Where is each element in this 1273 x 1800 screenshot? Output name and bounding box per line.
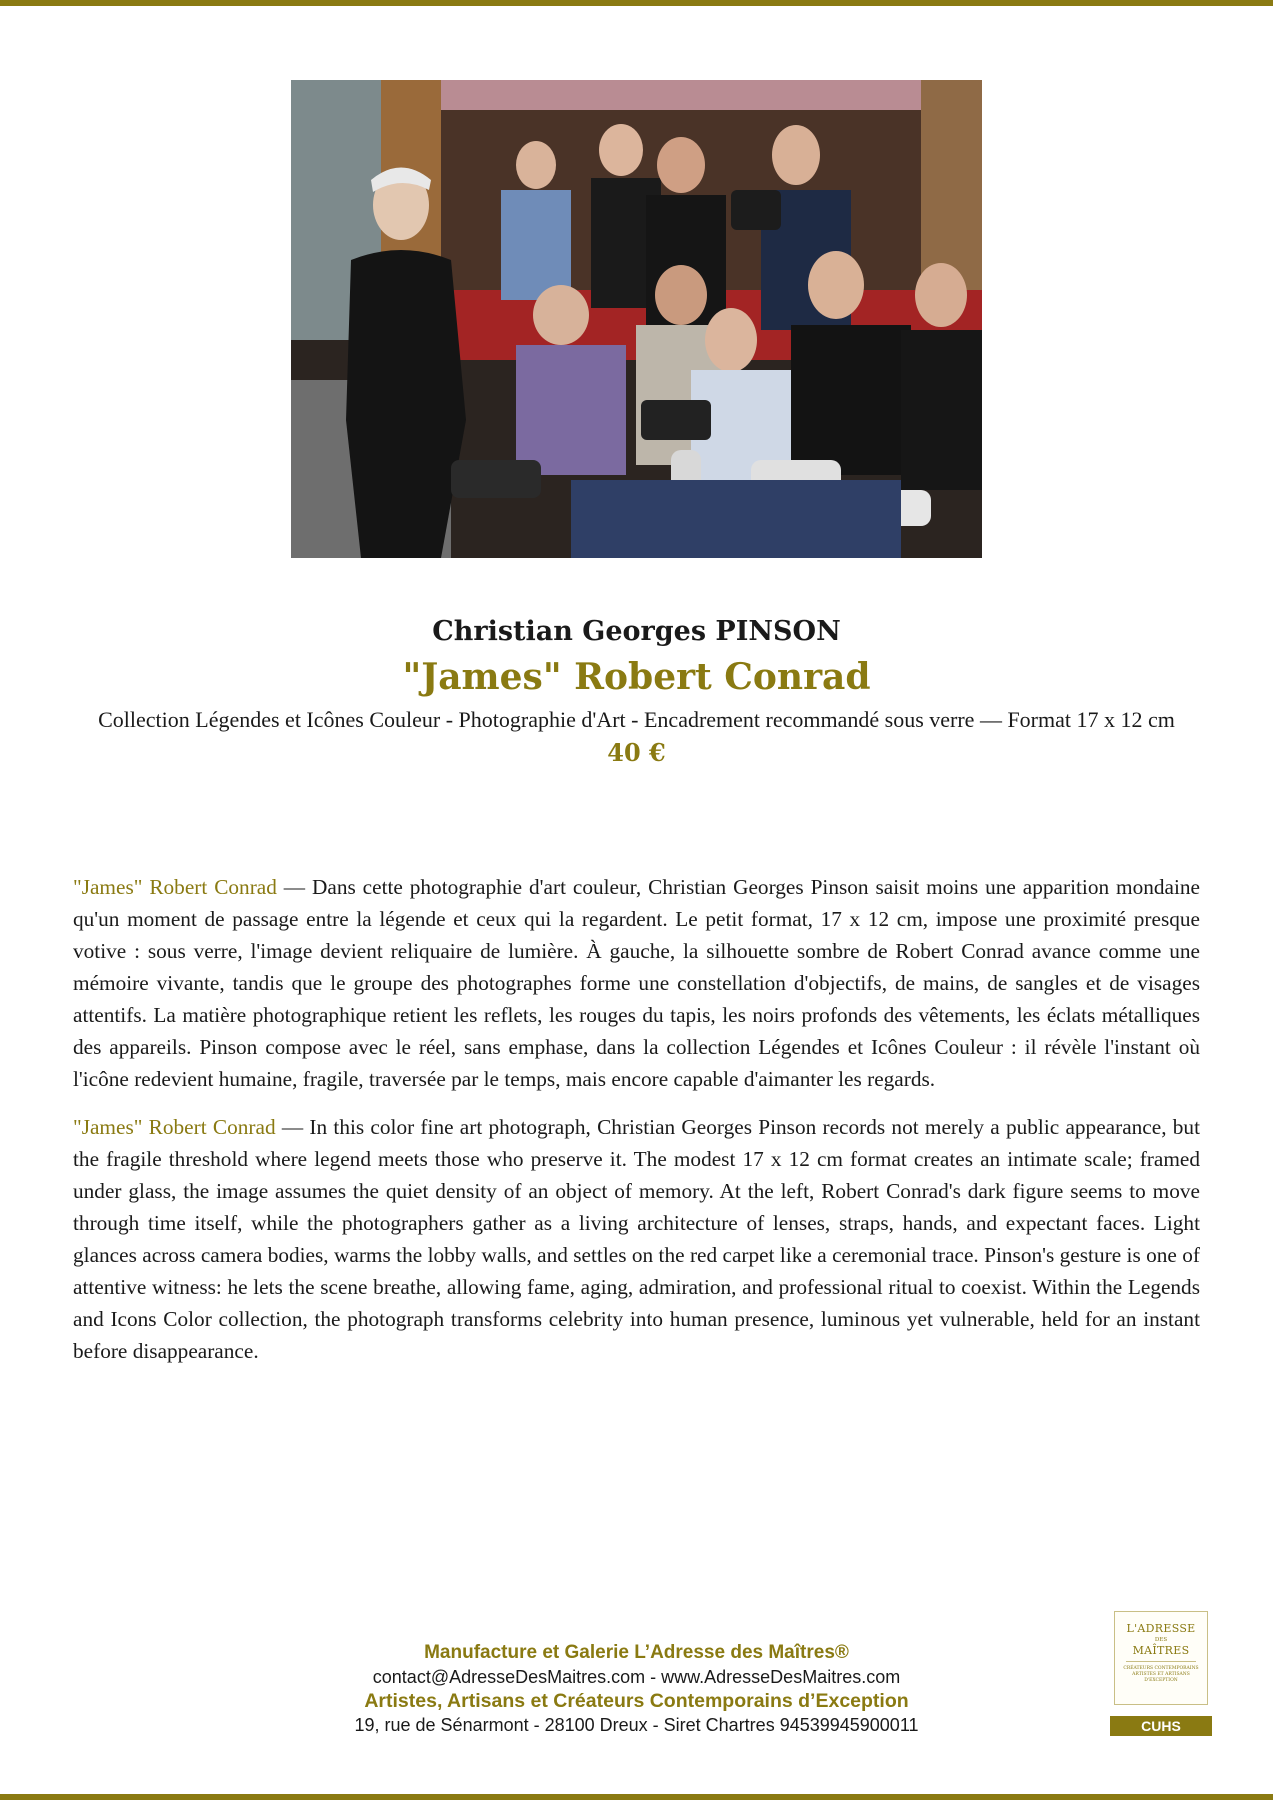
artwork-price: 40 € (607, 738, 666, 767)
footer (280, 1641, 993, 1737)
top-rule (0, 0, 1273, 6)
footer-gallery-name: Manufacture et Galerie L’Adresse des Maîtres® (424, 1642, 849, 1663)
bottom-rule (0, 1794, 1273, 1800)
paragraph-lead: "James" Robert Conrad (73, 1115, 276, 1139)
logo-line-4: CRÉATEURS CONTEMPORAINS ARTISTES ET ARTISANS D'EXCEPTION (1123, 1666, 1199, 1683)
artwork-header (73, 612, 1200, 770)
paragraph-lead: "James" Robert Conrad (73, 875, 277, 899)
artist-name: Christian Georges PINSON (432, 616, 841, 647)
logo-line-1: L'ADRESSE (1126, 1622, 1196, 1635)
cuhs-badge: CUHS (1110, 1716, 1212, 1736)
paragraph-text: — In this color fine art photograph, Christian Georges Pinson records not merely a public appearance, but the fragile threshold where legend meets those who preserve it. The modest 17 x 12 cm format creates an intimate scale; framed under glass, the image assumes the quiet density of an object of memory. At the left, Robert Conrad's dark figure seems to move through time itself, while the photographers gather as a living architecture of lenses, straps, hands, and expectant faces. Light glances across camera bodies, warms the lobby walls, and settles on the red carpet like a ceremonial trace. Pinson's gesture is one of attentive witness: he lets the scene breathe, allowing fame, aging, admiration, and professional ritual to coexist. Within the Legends and Icons Color collection, the photograph transforms celebrity into human presence, luminous yet vulnerable, held for an instant before disappearance. (73, 1115, 1201, 1363)
logo-line-3: MAÎTRES (1132, 1644, 1190, 1657)
paragraph-text: — Dans cette photographie d'art couleur, Christian Georges Pinson saisit moins une apparition mondaine qu'un moment de passage entre la légende et ceux qui la regardent. Le petit format, 17 x 12 cm, impose une proximité presque votive : sous verre, l'image devient reliquaire de lumière. À gauche, la silhouette sombre de Robert Conrad avance comme une mémoire vivante, tandis que le groupe des photographes forme une constellation d'objectifs, de mains, de sangles et de visages attentifs. La matière photographique retient les reflets, les rouges du tapis, les noirs profonds des vêtements, les éclats métalliques des appareils. Pinson compose avec le réel, sans emphase, dans la collection Légendes et Icônes Couleur : il révèle l'instant où l'icône redevient humaine, fragile, traversée par le temps, mais encore capable d'aimanter les regards. (73, 875, 1200, 1091)
description (73, 871, 1200, 1383)
footer-tagline: Artistes, Artisans et Créateurs Contemporains d’Exception (364, 1690, 909, 1712)
logo-divider (1126, 1661, 1196, 1662)
description-paragraph-en (73, 1111, 1200, 1367)
footer-address: 19, rue de Sénarmont - 28100 Dreux - Siret Chartres 94539945900011 (354, 1715, 919, 1735)
logo-line-2: DES (1154, 1637, 1168, 1643)
description-paragraph-fr (73, 871, 1200, 1095)
photo-illustration (291, 80, 982, 558)
gallery-logo (1114, 1611, 1208, 1705)
artwork-photo (291, 80, 982, 558)
artwork-subtitle: Collection Légendes et Icônes Couleur - Photographie d'Art - Encadrement recommandé sous verre — Format 17 x 12 cm (98, 707, 1175, 732)
footer-contact: contact@AdresseDesMaitres.com - www.AdresseDesMaitres.com (372, 1667, 901, 1687)
artwork-title: "James" Robert Conrad (402, 656, 871, 698)
